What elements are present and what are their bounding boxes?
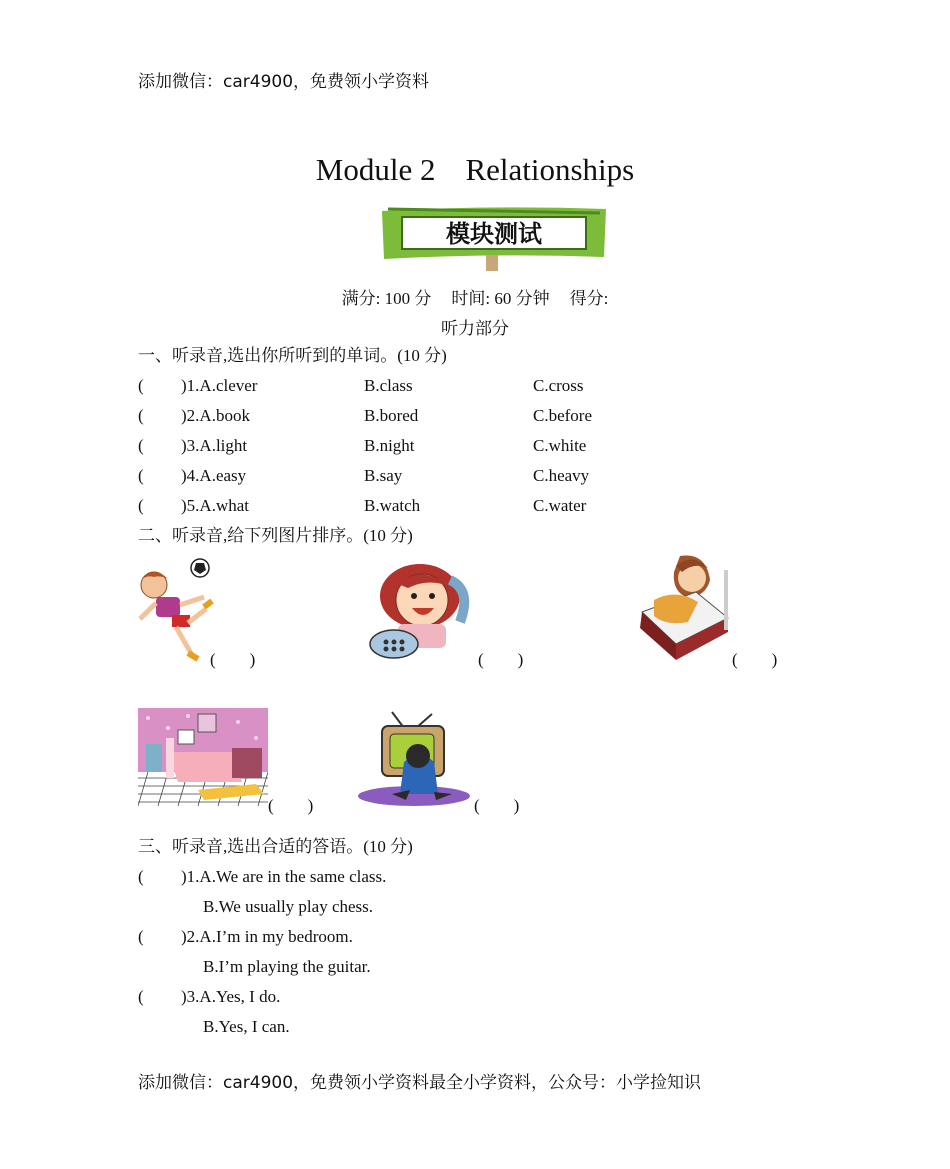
answer-paren[interactable]: ( — [138, 987, 144, 1006]
option-a: )1.A.clever — [181, 376, 258, 395]
soccer-boy-picture — [136, 557, 216, 663]
option-b: B.night — [364, 436, 415, 455]
s3-item-3-option-b: B.Yes, I can. — [203, 1017, 290, 1036]
s1-item-2 — [138, 401, 838, 431]
option-a: )2.A.book — [181, 406, 250, 425]
exam-meta — [0, 284, 950, 309]
telephone-girl-picture — [368, 560, 480, 662]
option-a: )2.A.I’m in my bedroom. — [181, 927, 353, 946]
s1-item-3 — [138, 431, 838, 461]
option-a: )3.A.light — [181, 436, 248, 455]
answer-paren[interactable]: ( — [138, 436, 144, 455]
answer-paren[interactable]: ( — [138, 466, 144, 485]
option-b: B.class — [364, 376, 413, 395]
s3-item-2-option-b: B.I’m playing the guitar. — [203, 957, 371, 976]
option-c: C.cross — [533, 376, 584, 395]
option-a: )4.A.easy — [181, 466, 247, 485]
section2-heading: 二、听录音,给下列图片排序。(10 分) — [138, 526, 413, 545]
page-title — [0, 152, 950, 188]
s1-item-4 — [138, 461, 838, 491]
section3-heading: 三、听录音,选出合适的答语。(10 分) — [138, 837, 413, 856]
picture-4-blank[interactable]: ( ) — [268, 796, 314, 815]
option-c: C.heavy — [533, 466, 590, 485]
watching-tv-picture — [356, 710, 472, 808]
option-a: )5.A.what — [181, 496, 249, 515]
option-a: )3.A.Yes, I do. — [181, 987, 281, 1006]
full-marks: 满分: 100 分 — [341, 289, 432, 308]
answer-paren[interactable]: ( — [138, 496, 144, 515]
time-limit: 时间: 60 分钟 — [451, 289, 550, 308]
picture-3-blank[interactable]: ( ) — [732, 650, 778, 669]
picture-5-blank[interactable]: ( ) — [474, 796, 520, 815]
option-c: C.water — [533, 496, 587, 515]
answer-paren[interactable]: ( — [138, 406, 144, 425]
option-a: )1.A.We are in the same class. — [181, 867, 387, 886]
title-name: Relationships — [465, 152, 635, 187]
s3-item-1-option-b: B.We usually play chess. — [203, 897, 374, 916]
section1-heading: 一、听录音,选出你所听到的单词。(10 分) — [138, 346, 447, 365]
answer-paren[interactable]: ( — [138, 867, 144, 886]
listening-heading: 听力部分 — [441, 319, 509, 338]
answer-paren[interactable]: ( — [138, 927, 144, 946]
option-c: C.before — [533, 406, 593, 425]
option-b: B.say — [364, 466, 403, 485]
title-module: Module 2 — [315, 152, 436, 187]
answer-paren[interactable]: ( — [138, 376, 144, 395]
module-test-badge — [378, 205, 610, 273]
picture-2-blank[interactable]: ( ) — [478, 650, 524, 669]
option-b: B.watch — [364, 496, 421, 515]
option-c: C.white — [533, 436, 587, 455]
header-note: 添加微信：car4900，免费领小学资料 — [138, 72, 430, 92]
score-field: 得分: — [569, 289, 609, 308]
footer-note: 添加微信：car4900，免费领小学资料最全小学资料，公众号：小学捡知识 — [138, 1073, 702, 1093]
sleeping-child-picture — [636, 552, 732, 662]
picture-1-blank[interactable]: ( ) — [210, 650, 256, 669]
s1-item-1 — [138, 371, 838, 401]
bedroom-picture — [138, 708, 268, 806]
s1-item-5 — [138, 491, 838, 521]
badge-text: 模块测试 — [446, 220, 542, 248]
option-b: B.bored — [364, 406, 419, 425]
